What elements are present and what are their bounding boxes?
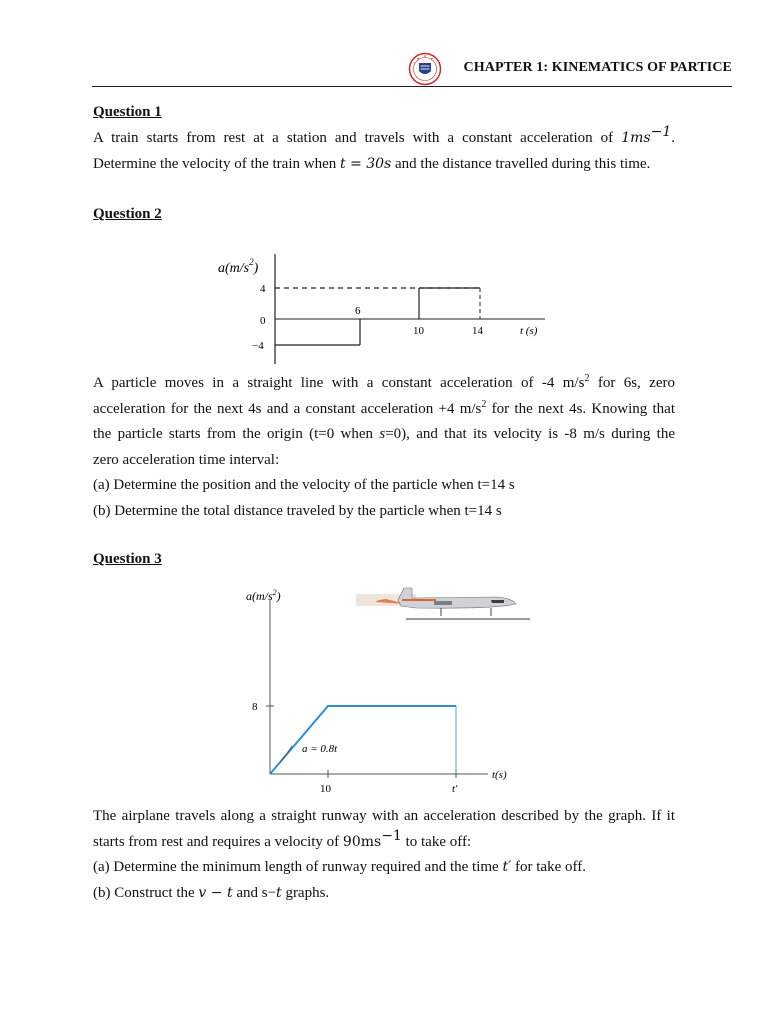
question-3-title: Question 3: [93, 551, 162, 567]
q2-line-2: acceleration for the next 4s and a constant acceleration +4 $m/s^2$ for the next 4s. Knowing that: [93, 398, 675, 417]
question-3-acceleration-graph: [236, 578, 536, 800]
q3-acceleration-curve: [270, 706, 456, 774]
q2-line-4: zero acceleration time interval:: [93, 451, 280, 468]
q3-line-2: starts from rest and requires a velocity of $90ms^{-1}$ to take off:: [93, 827, 472, 850]
q3-x-tick-10: 10: [320, 783, 331, 795]
q2-y-tick-4: 4: [260, 283, 266, 295]
q2-y-tick-minus4: −4: [252, 340, 264, 352]
q2-line-1: A particle moves in a straight line with a constant acceleration of -4 $m/s^2$ for 6s, zero: [93, 373, 675, 391]
q3-annotation: a = 0.8t: [302, 743, 338, 755]
question-1-text: [93, 126, 675, 177]
page-header: [92, 50, 732, 87]
q2-part-b: (b) Determine the total distance traveled by the particle when t=14 s: [93, 502, 502, 519]
q2-x-axis-label: t (s): [520, 325, 538, 337]
q3-part-b: (b) Construct the v − t and s−t graphs.: [93, 884, 330, 901]
question-3-text: [93, 804, 675, 906]
q2-x-tick-14: 14: [472, 325, 483, 337]
q2-x-tick-10: 10: [413, 325, 424, 337]
question-2-acceleration-graph: [210, 246, 550, 370]
q2-y-tick-0: 0: [260, 315, 266, 327]
q3-x-axis-label: t(s): [492, 769, 507, 781]
chapter-title: CHAPTER 1: KINEMATICS OF PARTICE: [463, 60, 732, 75]
q3-part-a: (a) Determine the minimum length of runway required and the time t′ for take off.: [93, 859, 586, 875]
q3-line-1: The airplane travels along a straight runway with an acceleration described by the graph. If it: [93, 808, 675, 824]
q2-line-3: the particle starts from the origin (t=0 when s=0), and that its velocity is -8 m/s during the: [93, 426, 675, 442]
q3-y-tick-8: 8: [252, 701, 258, 713]
q2-part-a: (a) Determine the position and the velocity of the particle when t=14 s: [93, 477, 515, 493]
question-1-title: Question 1: [93, 104, 162, 120]
question-2-text: [93, 371, 675, 524]
airplane-icon: [356, 588, 530, 620]
q2-x-tick-6: 6: [355, 305, 361, 317]
university-logo-icon: [408, 52, 442, 86]
q3-x-tick-prime: t′: [452, 783, 458, 795]
q1-line-1: A train starts from rest at a station and travels with a constant acceleration of $1ms^{-1}$.: [93, 124, 675, 146]
question-2-title: Question 2: [93, 206, 162, 222]
q1-line-2: Determine the velocity of the train when t = 30s and the distance travelled during this time.: [93, 155, 651, 172]
q3-y-axis-label: $a(m/s^2)$: [246, 588, 281, 603]
q2-y-axis-label: $a(m/s^2)$: [218, 257, 259, 276]
